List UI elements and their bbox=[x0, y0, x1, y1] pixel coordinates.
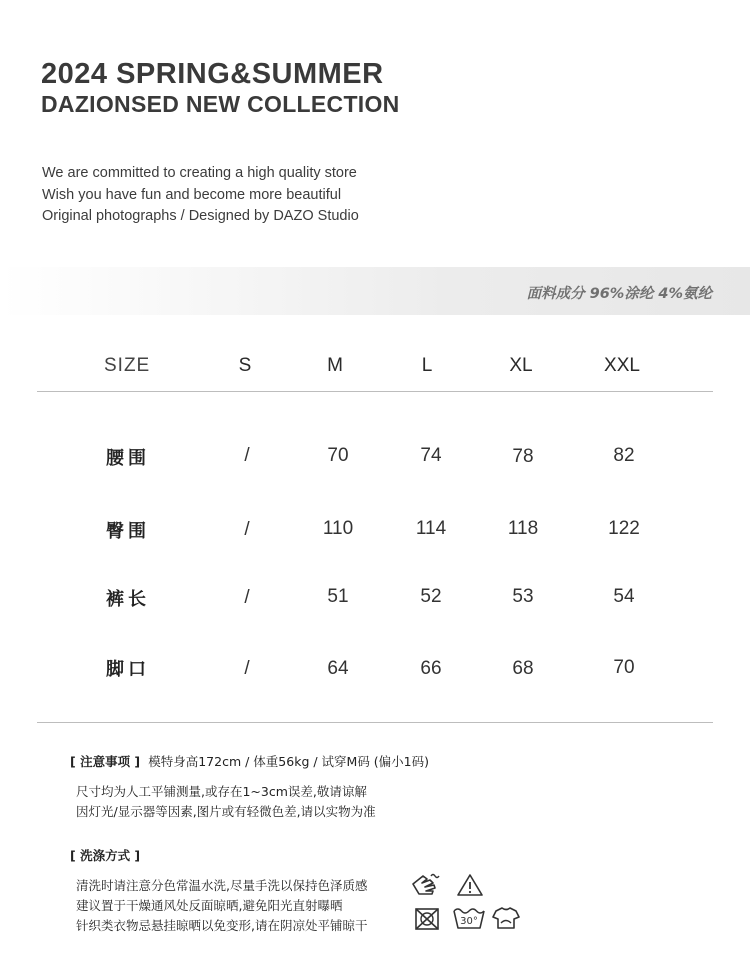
table-cell: 118 bbox=[507, 518, 539, 539]
table-cell: 70 bbox=[613, 657, 635, 678]
table-cell: 78 bbox=[512, 446, 534, 467]
washing-instructions bbox=[76, 876, 367, 936]
no-tumble-dry-icon bbox=[414, 907, 440, 931]
fabric-composition: 面料成分 96%涂纶 4%氨纶 bbox=[526, 286, 712, 302]
size-header-l: L bbox=[421, 355, 433, 376]
iron-low-icon bbox=[490, 905, 522, 931]
tagline bbox=[42, 163, 359, 228]
table-bottom-divider bbox=[37, 722, 713, 723]
model-info: 模特身高172cm / 体重56kg / 试穿M码 (偏小1码) bbox=[148, 754, 430, 769]
hand-wash-icon bbox=[410, 870, 442, 898]
washing-title: [ 洗涤方式 ] bbox=[70, 848, 141, 863]
table-top-divider bbox=[37, 391, 713, 392]
washing-line: 建议置于干燥通风处反面晾晒,避免阳光直射曝晒 bbox=[76, 898, 343, 913]
table-cell: 74 bbox=[420, 445, 442, 466]
table-cell: 122 bbox=[608, 518, 640, 539]
row-label-waist: 腰围 bbox=[106, 448, 150, 469]
size-header-m: M bbox=[327, 355, 343, 376]
table-cell: 51 bbox=[327, 586, 349, 607]
tagline-line: We are committed to creating a high quality store bbox=[42, 165, 357, 181]
washing-line: 针织类衣物忌悬挂晾晒以免变形,请在阴凉处平铺晾干 bbox=[76, 918, 368, 933]
table-cell: / bbox=[244, 658, 250, 679]
table-cell: 64 bbox=[327, 658, 349, 679]
table-cell: / bbox=[244, 519, 250, 540]
size-header-s: S bbox=[238, 355, 252, 376]
washing-line: 清洗时请注意分色常温水洗,尽量手洗以保持色泽质感 bbox=[76, 878, 368, 893]
table-cell: 70 bbox=[327, 445, 349, 466]
row-label-leg-opening: 脚口 bbox=[106, 659, 150, 680]
table-cell: 66 bbox=[420, 658, 442, 679]
tagline-line: Wish you have fun and become more beautiful bbox=[42, 186, 342, 203]
size-header-xxl: XXL bbox=[604, 355, 640, 376]
collection-title-line2: DAZIONSED NEW COLLECTION bbox=[41, 91, 400, 117]
table-cell: 110 bbox=[322, 518, 354, 539]
table-cell: / bbox=[244, 587, 250, 608]
table-cell: 68 bbox=[512, 658, 534, 679]
warning-icon bbox=[456, 873, 484, 897]
size-header-xl: XL bbox=[509, 355, 533, 376]
tagline-line: Original photographs / Designed by DAZO Studio bbox=[42, 208, 359, 224]
collection-title-line1: 2024 SPRING&SUMMER bbox=[41, 58, 384, 90]
note-line: 因灯光/显示器等因素,图片或有轻微色差,请以实物为准 bbox=[76, 804, 376, 819]
row-label-hip: 臀围 bbox=[106, 521, 150, 542]
wash-30-icon bbox=[451, 905, 487, 931]
table-cell: / bbox=[244, 445, 250, 466]
row-label-length: 裤长 bbox=[106, 589, 150, 610]
table-cell: 54 bbox=[613, 586, 635, 607]
notes-title: [ 注意事项 ] bbox=[70, 754, 141, 769]
table-cell: 52 bbox=[420, 586, 442, 607]
wash-temperature-label: 30° bbox=[460, 916, 478, 927]
table-cell: 53 bbox=[512, 586, 534, 607]
table-cell: 114 bbox=[415, 518, 447, 539]
table-cell: 82 bbox=[613, 445, 635, 466]
size-header-label: SIZE bbox=[104, 355, 151, 376]
note-line: 尺寸均为人工平铺测量,或存在1~3cm误差,敬请谅解 bbox=[76, 784, 367, 799]
notes-header-line bbox=[70, 751, 429, 770]
